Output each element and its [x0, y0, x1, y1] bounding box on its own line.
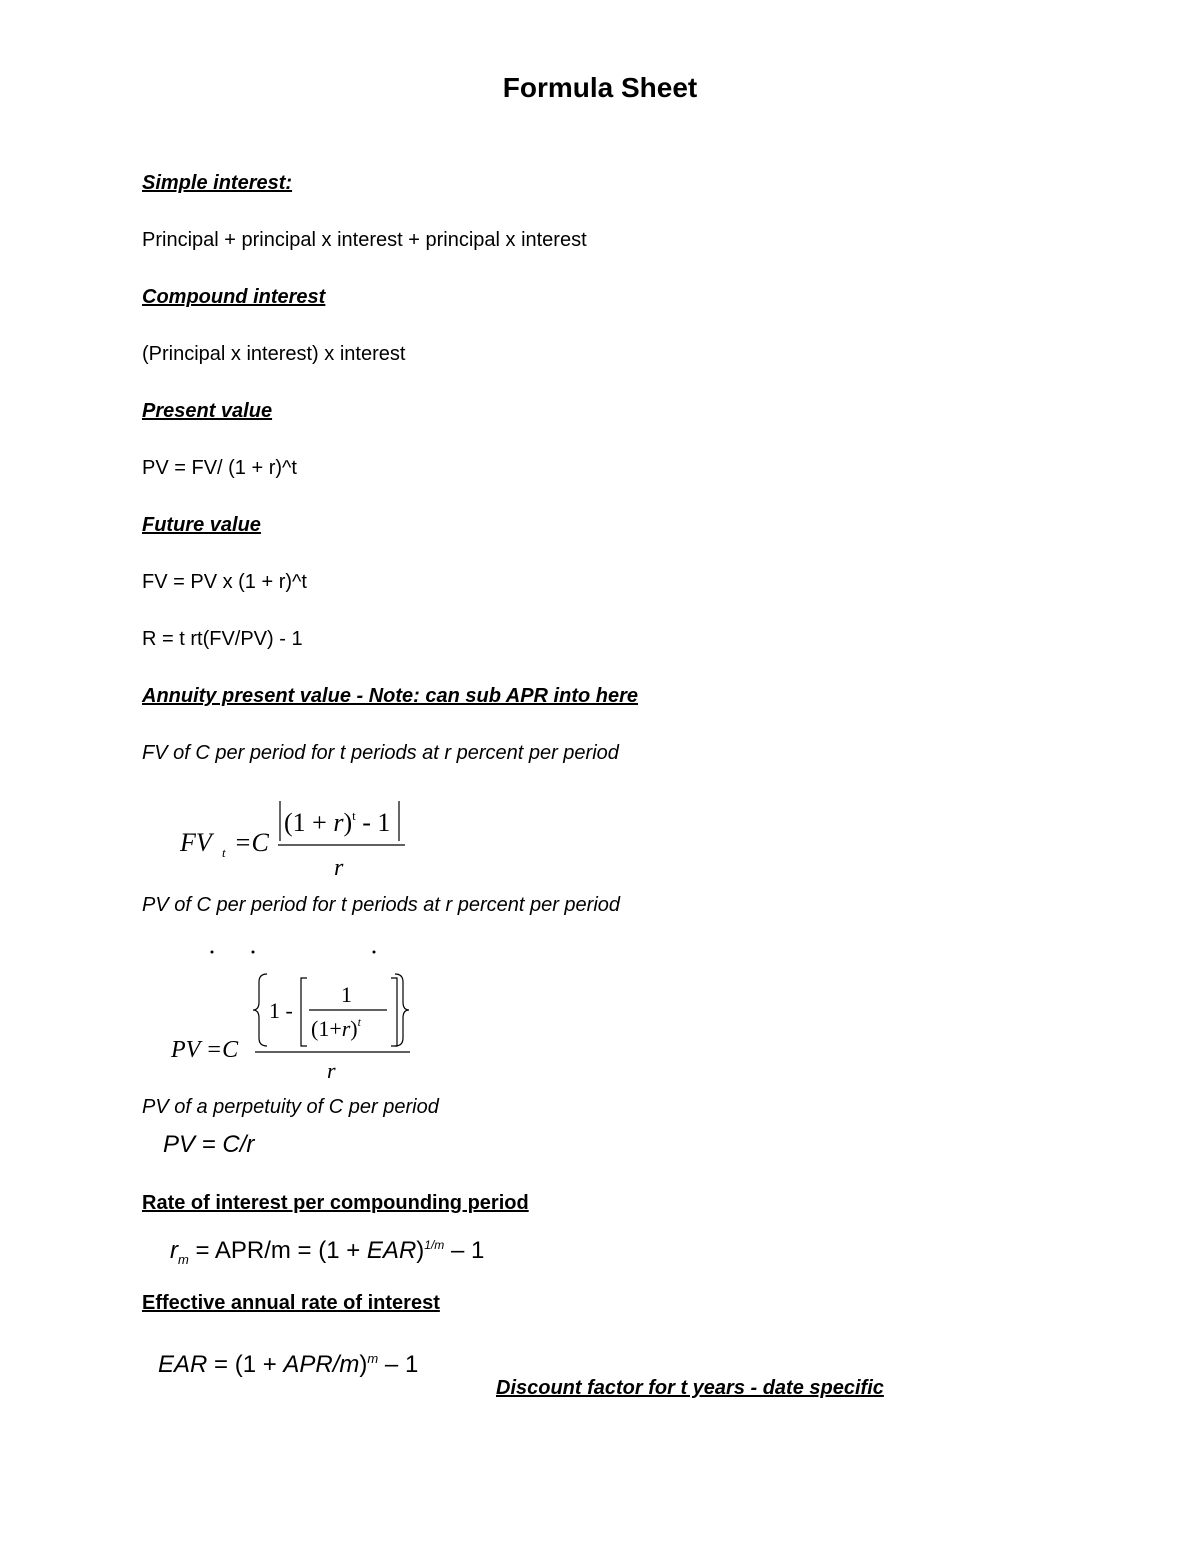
- formula-effective-annual-rate: EAR = (1 + APR/$m)^m - 1$: [158, 1351, 419, 1378]
- equation-annuity-fv: [170, 795, 430, 885]
- stray-dot: [211, 951, 214, 954]
- heading-present-value: Present value: [142, 400, 273, 422]
- eq-pv-inner-numerator: 1: [341, 982, 352, 1007]
- heading-future-value: Future value: [142, 514, 261, 536]
- equation-annuity-pv: [165, 940, 425, 1085]
- caption-annuity-pv: PV of C per period for t periods at r percent per period: [142, 894, 621, 916]
- eq-fv-equals-c: =C: [234, 828, 269, 857]
- formula-rate-of-return: R = t rt(FV/PV) - 1: [142, 628, 303, 650]
- formula-rate-per-period: $r_m = APR/m = (1 + EAR)^{1/m} - 1$: [170, 1237, 485, 1267]
- caption-perpetuity: PV of a perpetuity of C per period: [142, 1096, 439, 1118]
- eq-fv-denominator: r: [334, 855, 344, 881]
- eq-pv-lhs: PV =C: [171, 1037, 239, 1063]
- page-title: Formula Sheet: [502, 72, 698, 103]
- formula-compound-interest: (Principal x interest) x interest: [142, 343, 406, 365]
- stray-dot: [252, 951, 255, 954]
- eq-pv-inner-denominator: $(1+r)^t$: [311, 1015, 361, 1041]
- eq-pv-left-bracket: [301, 978, 307, 1046]
- eq-pv-denominator: r: [327, 1058, 336, 1083]
- formula-future-value: FV = PV x (1 + r)^t: [142, 571, 307, 593]
- eq-pv-right-bracket: [391, 978, 397, 1046]
- eq-pv-one-minus: 1 -: [269, 998, 293, 1023]
- eq-fv-lhs-sub: t: [222, 845, 226, 860]
- eq-pv-left-brace: [253, 974, 267, 1046]
- formula-perpetuity: PV = C/r: [163, 1131, 255, 1158]
- eq-fv-lhs: FV: [180, 828, 212, 857]
- caption-annuity-fv: FV of C per period for t periods at r percent per period: [142, 742, 619, 764]
- heading-compound-interest: Compound interest: [142, 286, 326, 308]
- formula-simple-interest: Principal + principal x interest + principal x interest: [142, 229, 587, 251]
- formula-present-value: PV = FV/ (1 + r)^t: [142, 457, 297, 479]
- eq-fv-numerator: $(1 + r)^t - 1$: [284, 808, 391, 837]
- heading-simple-interest: Simple interest:: [142, 172, 293, 194]
- heading-effective-annual-rate: Effective annual rate of interest: [142, 1292, 440, 1314]
- heading-discount-factor: Discount factor for t years - date specific: [496, 1377, 884, 1399]
- heading-rate-per-period: Rate of interest per compounding period: [142, 1192, 529, 1214]
- heading-annuity-present-value: Annuity present value - Note: can sub APR into here: [142, 685, 638, 707]
- stray-dot: [373, 951, 376, 954]
